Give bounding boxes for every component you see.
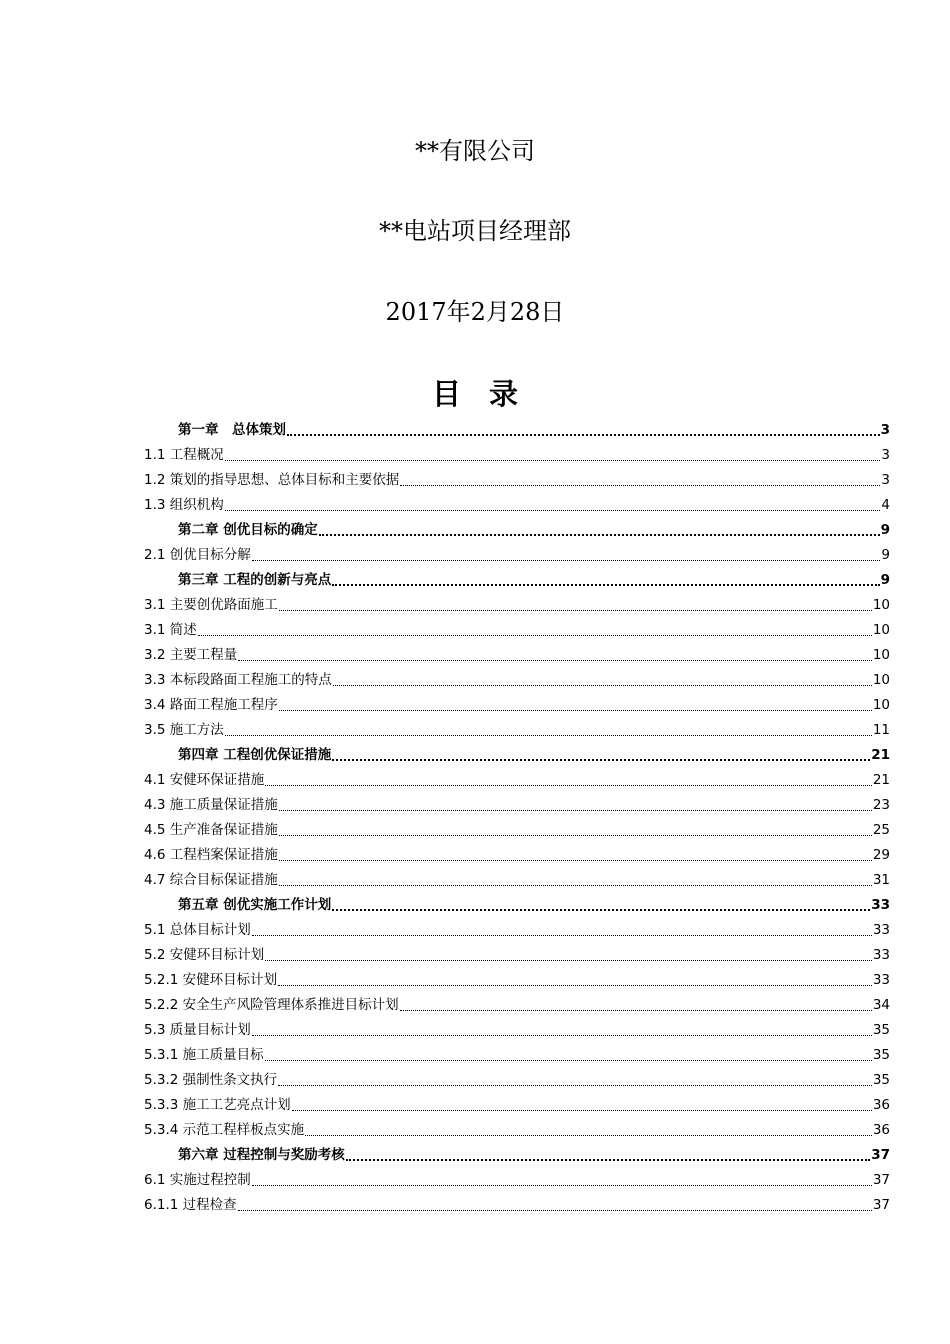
toc-entry-label: 5.2 安健环目标计划 <box>144 947 265 963</box>
toc-entry-page-number: 35 <box>872 1072 890 1088</box>
toc-section-entry[interactable] <box>144 493 890 518</box>
toc-entry-label: 第六章 过程控制与奖励考核 <box>178 1147 345 1163</box>
toc-entry-page-number: 33 <box>871 897 890 913</box>
toc-leader-dots <box>279 709 872 711</box>
toc-section-entry[interactable] <box>144 468 890 493</box>
toc-leader-dots <box>265 1059 872 1061</box>
toc-entry-label: 5.3.3 施工工艺亮点计划 <box>144 1097 291 1113</box>
toc-section-entry[interactable] <box>144 1068 890 1093</box>
toc-chapter-entry[interactable] <box>144 418 890 443</box>
toc-leader-dots <box>238 659 872 661</box>
toc-chapter-entry[interactable] <box>144 1143 890 1168</box>
toc-entry-page-number: 34 <box>872 997 890 1013</box>
toc-leader-dots <box>279 609 872 611</box>
toc-entry-page-number: 21 <box>871 747 890 763</box>
toc-section-entry[interactable] <box>144 918 890 943</box>
toc-entry-label: 1.2 策划的指导思想、总体目标和主要依据 <box>144 472 400 488</box>
toc-entry-page-number: 3 <box>881 472 890 488</box>
toc-section-entry[interactable] <box>144 943 890 968</box>
toc-entry-page-number: 35 <box>872 1022 890 1038</box>
toc-entry-label: 第二章 创优目标的确定 <box>178 522 318 538</box>
toc-entry-label: 2.1 创优目标分解 <box>144 547 251 563</box>
toc-entry-page-number: 3 <box>880 422 890 438</box>
toc-entry-label: 3.2 主要工程量 <box>144 647 238 663</box>
toc-chapter-entry[interactable] <box>144 518 890 543</box>
document-date: 2017年2月28日 <box>385 298 565 326</box>
toc-entry-page-number: 25 <box>872 822 890 838</box>
toc-entry-label: 5.1 总体目标计划 <box>144 922 251 938</box>
toc-entry-page-number: 9 <box>880 522 890 538</box>
toc-entry-label: 5.3.4 示范工程样板点实施 <box>144 1122 305 1138</box>
toc-entry-label: 1.1 工程概况 <box>144 447 224 463</box>
toc-entry-label: 1.3 组织机构 <box>144 497 224 513</box>
toc-entry-page-number: 37 <box>872 1172 890 1188</box>
toc-entry-page-number: 9 <box>881 547 890 563</box>
toc-section-entry[interactable] <box>144 1018 890 1043</box>
toc-leader-dots <box>198 634 872 636</box>
toc-entry-page-number: 33 <box>872 922 890 938</box>
toc-entry-page-number: 33 <box>872 947 890 963</box>
toc-section-entry[interactable] <box>144 793 890 818</box>
toc-section-entry[interactable] <box>144 843 890 868</box>
toc-entry-page-number: 11 <box>872 722 890 738</box>
toc-leader-dots <box>400 1009 872 1011</box>
toc-entry-label: 5.3.2 强制性条文执行 <box>144 1072 278 1088</box>
toc-chapter-entry[interactable] <box>144 743 890 768</box>
toc-section-entry[interactable] <box>144 593 890 618</box>
toc-leader-dots <box>278 1084 872 1086</box>
toc-section-entry[interactable] <box>144 818 890 843</box>
toc-entry-label: 6.1.1 过程检查 <box>144 1197 237 1213</box>
table-of-contents <box>144 418 890 1218</box>
toc-leader-dots <box>278 984 872 986</box>
toc-leader-dots <box>346 1158 871 1161</box>
toc-leader-dots <box>279 884 872 886</box>
toc-entry-label: 5.2.2 安全生产风险管理体系推进目标计划 <box>144 997 399 1013</box>
toc-entry-label: 5.2.1 安健环目标计划 <box>144 972 278 988</box>
toc-entry-label: 第三章 工程的创新与亮点 <box>178 572 332 588</box>
toc-entry-label: 6.1 实施过程控制 <box>144 1172 251 1188</box>
toc-leader-dots <box>332 758 870 761</box>
toc-leader-dots <box>225 459 881 461</box>
toc-section-entry[interactable] <box>144 968 890 993</box>
toc-leader-dots <box>279 859 872 861</box>
toc-leader-dots <box>332 908 870 911</box>
toc-entry-label: 4.6 工程档案保证措施 <box>144 847 278 863</box>
toc-leader-dots <box>292 1109 872 1111</box>
toc-entry-label: 第五章 创优实施工作计划 <box>178 897 332 913</box>
toc-section-entry[interactable] <box>144 993 890 1018</box>
toc-leader-dots <box>400 484 880 486</box>
toc-leader-dots <box>287 433 880 436</box>
toc-section-entry[interactable] <box>144 668 890 693</box>
toc-entry-page-number: 29 <box>872 847 890 863</box>
toc-section-entry[interactable] <box>144 693 890 718</box>
toc-section-entry[interactable] <box>144 643 890 668</box>
toc-entry-label: 4.5 生产准备保证措施 <box>144 822 278 838</box>
toc-entry-label: 4.1 安健环保证措施 <box>144 772 265 788</box>
toc-entry-page-number: 37 <box>871 1147 890 1163</box>
toc-entry-label: 3.3 本标段路面工程施工的特点 <box>144 672 332 688</box>
toc-chapter-entry[interactable] <box>144 568 890 593</box>
toc-leader-dots <box>252 1034 872 1036</box>
toc-entry-page-number: 3 <box>881 447 890 463</box>
toc-entry-page-number: 10 <box>872 622 890 638</box>
toc-leader-dots <box>252 934 872 936</box>
toc-section-entry[interactable] <box>144 718 890 743</box>
toc-section-entry[interactable] <box>144 443 890 468</box>
toc-section-entry[interactable] <box>144 543 890 568</box>
toc-leader-dots <box>225 734 872 736</box>
toc-section-entry[interactable] <box>144 1043 890 1068</box>
toc-entry-label: 第一章 总体策划 <box>178 422 286 438</box>
toc-leader-dots <box>265 784 872 786</box>
toc-entry-label: 5.3 质量目标计划 <box>144 1022 251 1038</box>
department-name: **电站项目经理部 <box>379 217 571 245</box>
toc-entry-page-number: 9 <box>880 572 890 588</box>
company-name: **有限公司 <box>415 137 535 165</box>
toc-section-entry[interactable] <box>144 618 890 643</box>
toc-entry-label: 第四章 工程创优保证措施 <box>178 747 332 763</box>
toc-entry-page-number: 36 <box>872 1097 890 1113</box>
toc-leader-dots <box>225 509 881 511</box>
toc-entry-label: 5.3.1 施工质量目标 <box>144 1047 264 1063</box>
toc-entry-label: 3.1 主要创优路面施工 <box>144 597 278 613</box>
toc-section-entry[interactable] <box>144 1168 890 1193</box>
toc-section-entry[interactable] <box>144 1193 890 1218</box>
toc-section-entry[interactable] <box>144 1093 890 1118</box>
toc-leader-dots <box>252 1184 872 1186</box>
toc-entry-page-number: 33 <box>872 972 890 988</box>
toc-entry-page-number: 4 <box>881 497 890 513</box>
toc-entry-label: 4.7 综合目标保证措施 <box>144 872 278 888</box>
toc-leader-dots <box>279 834 872 836</box>
toc-entry-page-number: 31 <box>872 872 890 888</box>
toc-entry-page-number: 21 <box>872 772 890 788</box>
toc-section-entry[interactable] <box>144 1118 890 1143</box>
toc-entry-label: 3.5 施工方法 <box>144 722 224 738</box>
toc-entry-label: 4.3 施工质量保证措施 <box>144 797 278 813</box>
toc-title: 目录 <box>431 377 546 411</box>
toc-leader-dots <box>332 583 879 586</box>
toc-leader-dots <box>305 1134 872 1136</box>
toc-entry-page-number: 10 <box>872 597 890 613</box>
toc-leader-dots <box>252 559 881 561</box>
toc-chapter-entry[interactable] <box>144 893 890 918</box>
toc-entry-page-number: 35 <box>872 1047 890 1063</box>
toc-entry-page-number: 10 <box>872 672 890 688</box>
toc-entry-page-number: 10 <box>872 647 890 663</box>
toc-entry-page-number: 23 <box>872 797 890 813</box>
toc-entry-page-number: 10 <box>872 697 890 713</box>
toc-entry-label: 3.4 路面工程施工程序 <box>144 697 278 713</box>
toc-entry-page-number: 37 <box>872 1197 890 1213</box>
toc-leader-dots <box>333 684 872 686</box>
toc-leader-dots <box>319 533 880 536</box>
toc-leader-dots <box>265 959 872 961</box>
toc-entry-page-number: 36 <box>872 1122 890 1138</box>
toc-section-entry[interactable] <box>144 768 890 793</box>
toc-leader-dots <box>238 1209 872 1211</box>
toc-leader-dots <box>279 809 872 811</box>
toc-entry-label: 3.1 简述 <box>144 622 197 638</box>
toc-section-entry[interactable] <box>144 868 890 893</box>
